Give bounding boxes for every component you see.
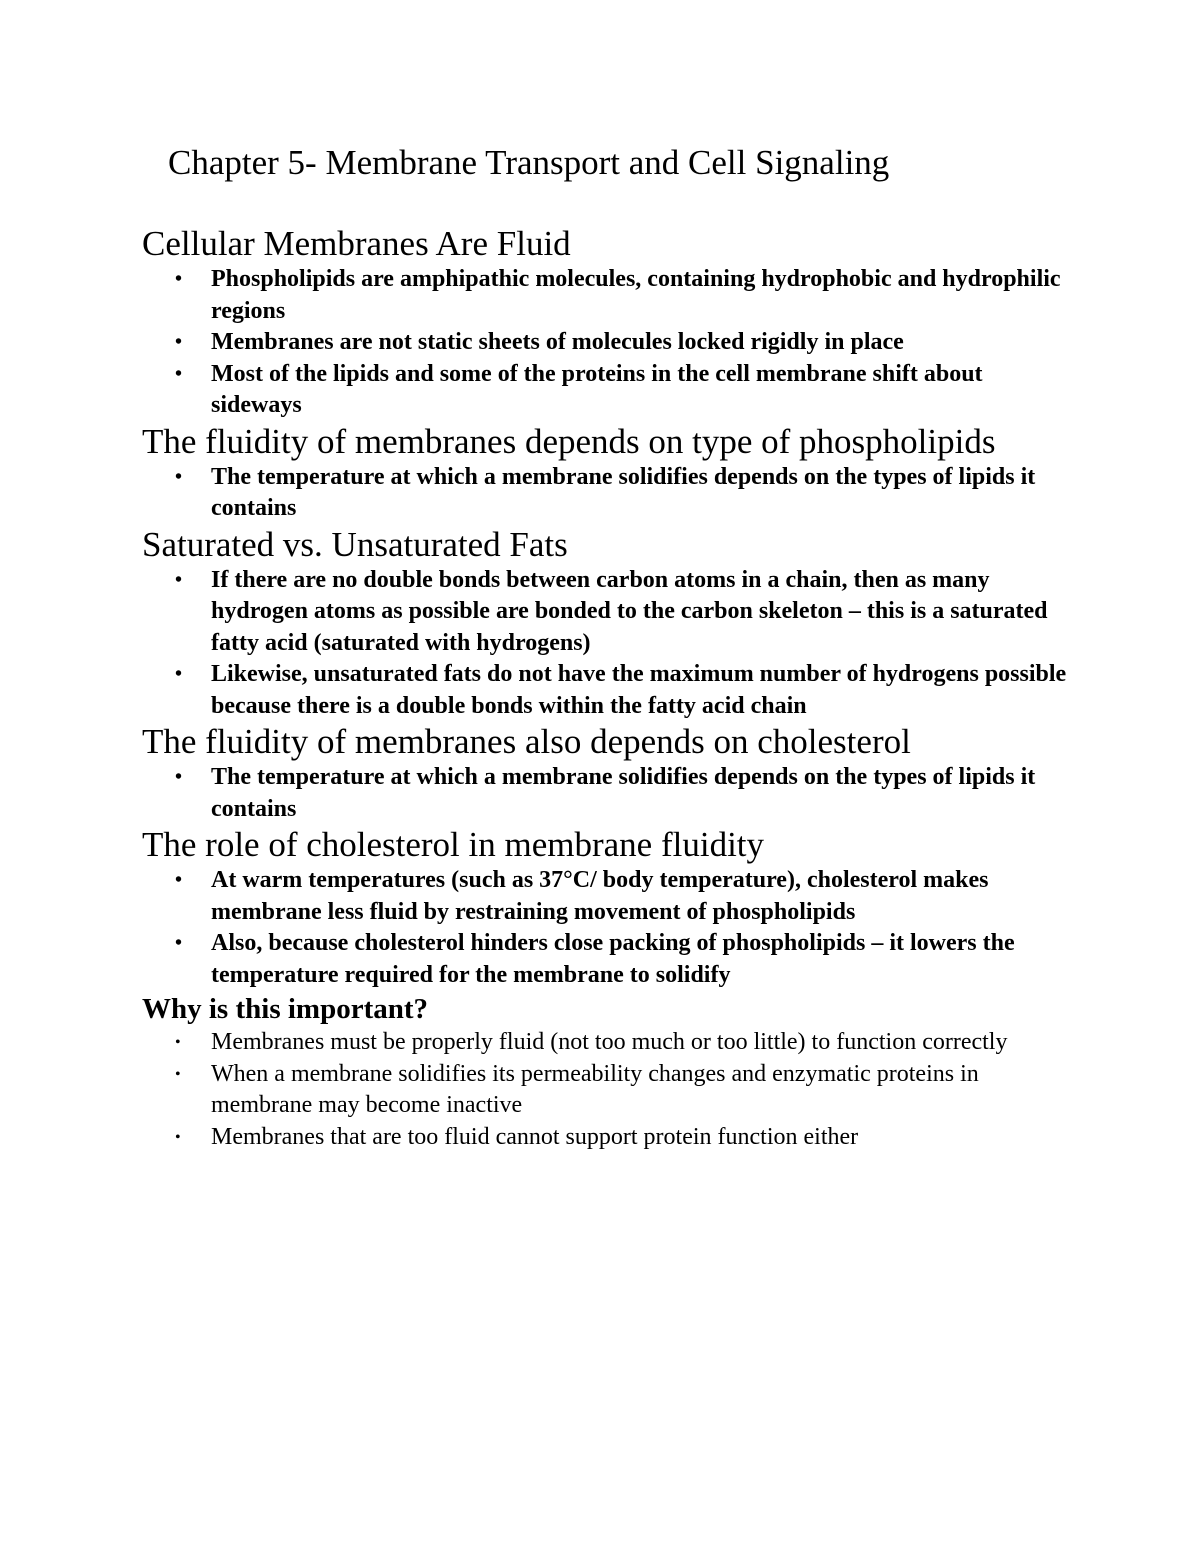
bullet-icon: •: [175, 1034, 181, 1051]
bullet-icon: •: [175, 268, 183, 290]
bullet-icon: •: [175, 331, 183, 353]
bullet-text: When a membrane solidifies its permeability changes and enzymatic proteins in membrane may become inactive: [211, 1060, 979, 1118]
bullet-text: Membranes must be properly fluid (not too much or too little) to function correctly: [211, 1029, 1008, 1055]
list-item: [142, 1122, 1072, 1154]
list-item: [142, 659, 1072, 722]
bullet-icon: •: [175, 1128, 181, 1146]
bullet-text: Likewise, unsaturated fats do not have the maximum number of hydrogens possible because there is a double bonds within the fatty acid chain: [211, 661, 1067, 719]
bullet-icon: •: [175, 766, 183, 788]
list-item: [142, 1059, 1072, 1122]
section-heading: The role of cholesterol in membrane fluidity: [142, 825, 765, 864]
section-fluidity-phospholipids: [142, 422, 1072, 525]
list-item: [142, 928, 1072, 991]
document-title: Chapter 5- Membrane Transport and Cell Signaling: [168, 143, 890, 182]
bullet-icon: •: [175, 932, 183, 954]
section-heading: Cellular Membranes Are Fluid: [142, 224, 571, 263]
section-heading: The fluidity of membranes also depends on cholesterol: [142, 722, 911, 761]
bullet-icon: •: [175, 362, 183, 385]
bullet-text: The temperature at which a membrane solidifies depends on the types of lipids it contains: [211, 463, 1036, 521]
bullet-icon: •: [175, 568, 183, 591]
bullet-list: [142, 264, 1072, 422]
section-heading: Saturated vs. Unsaturated Fats: [142, 524, 568, 564]
section-saturated-fats: [142, 525, 1072, 723]
section-fluidity-cholesterol: [142, 722, 1072, 825]
list-item: [142, 462, 1072, 525]
bullet-icon: •: [175, 663, 183, 685]
list-item: [142, 762, 1072, 825]
bullet-list: [142, 462, 1072, 525]
bullet-list: [142, 565, 1072, 723]
bullet-list: [142, 762, 1072, 825]
bullet-text: Membranes that are too fluid cannot support protein function either: [211, 1123, 859, 1150]
bullet-icon: •: [175, 465, 183, 488]
list-item: [142, 359, 1072, 422]
list-item: [142, 865, 1072, 928]
document-body: [142, 224, 1072, 1153]
section-heading: Why is this important?: [142, 993, 429, 1025]
bullet-text: At warm temperatures (such as 37°C/ body temperature), cholesterol makes membrane less fluid by restraining movement of phospholipids: [211, 867, 989, 925]
bullet-text: Most of the lipids and some of the proteins in the cell membrane shift about sideways: [211, 360, 983, 418]
bullet-icon: •: [175, 1065, 181, 1083]
list-item: [142, 327, 1072, 359]
section-cellular-membranes: [142, 224, 1072, 422]
bullet-text: Also, because cholesterol hinders close packing of phospholipids – it lowers the temperature required for the membrane to solidify: [211, 930, 1015, 988]
bullet-list: [142, 865, 1072, 991]
bullet-list: [142, 1027, 1072, 1153]
section-heading: The fluidity of membranes depends on type of phospholipids: [142, 421, 996, 461]
section-why-important: [142, 991, 1072, 1153]
bullet-text: If there are no double bonds between carbon atoms in a chain, then as many hydrogen atoms as possible are bonded to the carbon skeleton – this is a saturated fatty acid (saturated with hydrogens): [211, 566, 1048, 656]
list-item: [142, 1027, 1072, 1059]
list-item: [142, 565, 1072, 660]
section-role-of-cholesterol: [142, 825, 1072, 991]
bullet-icon: •: [175, 869, 183, 891]
bullet-text: Membranes are not static sheets of molecules locked rigidly in place: [211, 329, 904, 355]
list-item: [142, 264, 1072, 327]
bullet-text: Phospholipids are amphipathic molecules, containing hydrophobic and hydrophilic regions: [211, 266, 1061, 324]
bullet-text: The temperature at which a membrane solidifies depends on the types of lipids it contains: [211, 764, 1036, 822]
